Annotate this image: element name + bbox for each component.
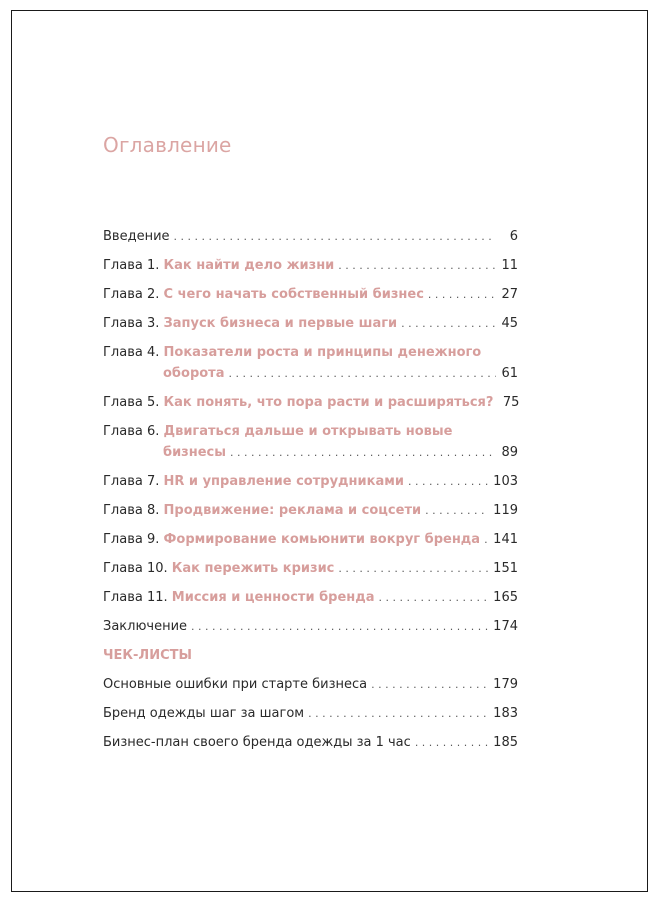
- page-number: 183: [493, 706, 518, 721]
- chapter-number: Глава 9.: [103, 532, 160, 547]
- checklist-title: Бренд одежды шаг за шагом: [103, 706, 305, 721]
- chapter-title-line1: Показатели роста и принципы денежного: [163, 345, 482, 360]
- checklists-heading: ЧЕК-ЛИСТЫ: [103, 648, 192, 663]
- toc-entry-chapter-2[interactable]: [103, 284, 518, 305]
- toc-entry-conclusion[interactable]: [103, 616, 518, 637]
- chapter-number: Глава 3.: [103, 316, 160, 331]
- toc-entry-chapter-5[interactable]: [103, 392, 518, 413]
- chapter-title: С чего начать собственный бизнес: [163, 287, 424, 302]
- page-number: 6: [509, 229, 518, 244]
- entry-label: Введение: [103, 229, 170, 244]
- page-number: 165: [493, 590, 518, 605]
- dot-leader: [174, 226, 496, 247]
- chapter-title: Формирование комьюнити вокруг бренда: [163, 532, 481, 547]
- chapter-title: Как понять, что пора расти и расширяться?: [163, 395, 494, 410]
- dot-leader: [228, 363, 496, 384]
- dot-leader: [379, 587, 490, 608]
- chapter-title-line1: Двигаться дальше и открывать новые: [163, 424, 453, 439]
- chapter-number: Глава 11.: [103, 590, 168, 605]
- page-number: 61: [501, 366, 518, 381]
- dot-leader: [428, 284, 496, 305]
- chapter-number: Глава 1.: [103, 258, 160, 273]
- page-number: 89: [501, 445, 518, 460]
- chapter-title: HR и управление сотрудниками: [163, 474, 404, 489]
- chapter-title: Как найти дело жизни: [163, 258, 335, 273]
- toc-entry-chapter-11[interactable]: [103, 587, 518, 608]
- dot-leader: [230, 442, 496, 463]
- chapter-number: Глава 2.: [103, 287, 160, 302]
- toc-entry-chapter-4[interactable]: [103, 342, 518, 384]
- dot-leader: [408, 471, 489, 492]
- page-number: 119: [493, 503, 518, 518]
- dot-leader: [308, 703, 489, 724]
- toc-entry-introduction[interactable]: [103, 226, 518, 247]
- chapter-title-line2: оборота: [163, 366, 225, 381]
- chapter-number: Глава 4.: [103, 345, 160, 360]
- chapter-title-line2: бизнесы: [163, 445, 227, 460]
- toc-entry-chapter-7[interactable]: [103, 471, 518, 492]
- page-number: 141: [493, 532, 518, 547]
- page-number: 185: [493, 735, 518, 750]
- page-number: 103: [493, 474, 518, 489]
- entry-label: Заключение: [103, 619, 188, 634]
- dot-leader: [338, 558, 489, 579]
- dot-leader: [338, 255, 496, 276]
- toc-entry-chapter-10[interactable]: [103, 558, 518, 579]
- page-number: 174: [493, 619, 518, 634]
- toc-entry-chapter-8[interactable]: [103, 500, 518, 521]
- chapter-title: Как пережить кризис: [171, 561, 335, 576]
- toc-title: Оглавление: [103, 133, 232, 157]
- checklist-title: Основные ошибки при старте бизнеса: [103, 677, 368, 692]
- page-number: 75: [502, 395, 520, 410]
- toc-entry-checklist-2[interactable]: [103, 703, 518, 724]
- toc-entry-chapter-3[interactable]: [103, 313, 518, 334]
- toc-entry-checklist-3[interactable]: [103, 732, 518, 753]
- page-number: 11: [501, 258, 518, 273]
- chapter-number: Глава 10.: [103, 561, 168, 576]
- table-of-contents: [103, 226, 518, 753]
- chapter-title: Запуск бизнеса и первые шаги: [163, 316, 398, 331]
- chapter-number: Глава 7.: [103, 474, 160, 489]
- dot-leader: [401, 313, 496, 334]
- chapter-number: Глава 5.: [103, 395, 160, 410]
- dot-leader: [425, 500, 489, 521]
- chapter-number: Глава 6.: [103, 424, 160, 439]
- toc-entry-chapter-1[interactable]: [103, 255, 518, 276]
- chapter-title: Продвижение: реклама и соцсети: [163, 503, 422, 518]
- page-number: 45: [501, 316, 518, 331]
- page-number: 151: [493, 561, 518, 576]
- chapter-number: Глава 8.: [103, 503, 160, 518]
- toc-entry-chapter-6[interactable]: [103, 421, 518, 463]
- page-number: 179: [493, 677, 518, 692]
- page-number: 27: [501, 287, 518, 302]
- dot-leader: [484, 529, 489, 550]
- toc-entry-chapter-9[interactable]: [103, 529, 518, 550]
- checklist-title: Бизнес-план своего бренда одежды за 1 час: [103, 735, 411, 750]
- dot-leader: [191, 616, 489, 637]
- dot-leader: [415, 732, 489, 753]
- toc-entry-checklist-1[interactable]: [103, 674, 518, 695]
- chapter-title: Миссия и ценности бренда: [171, 590, 375, 605]
- dot-leader: [371, 674, 489, 695]
